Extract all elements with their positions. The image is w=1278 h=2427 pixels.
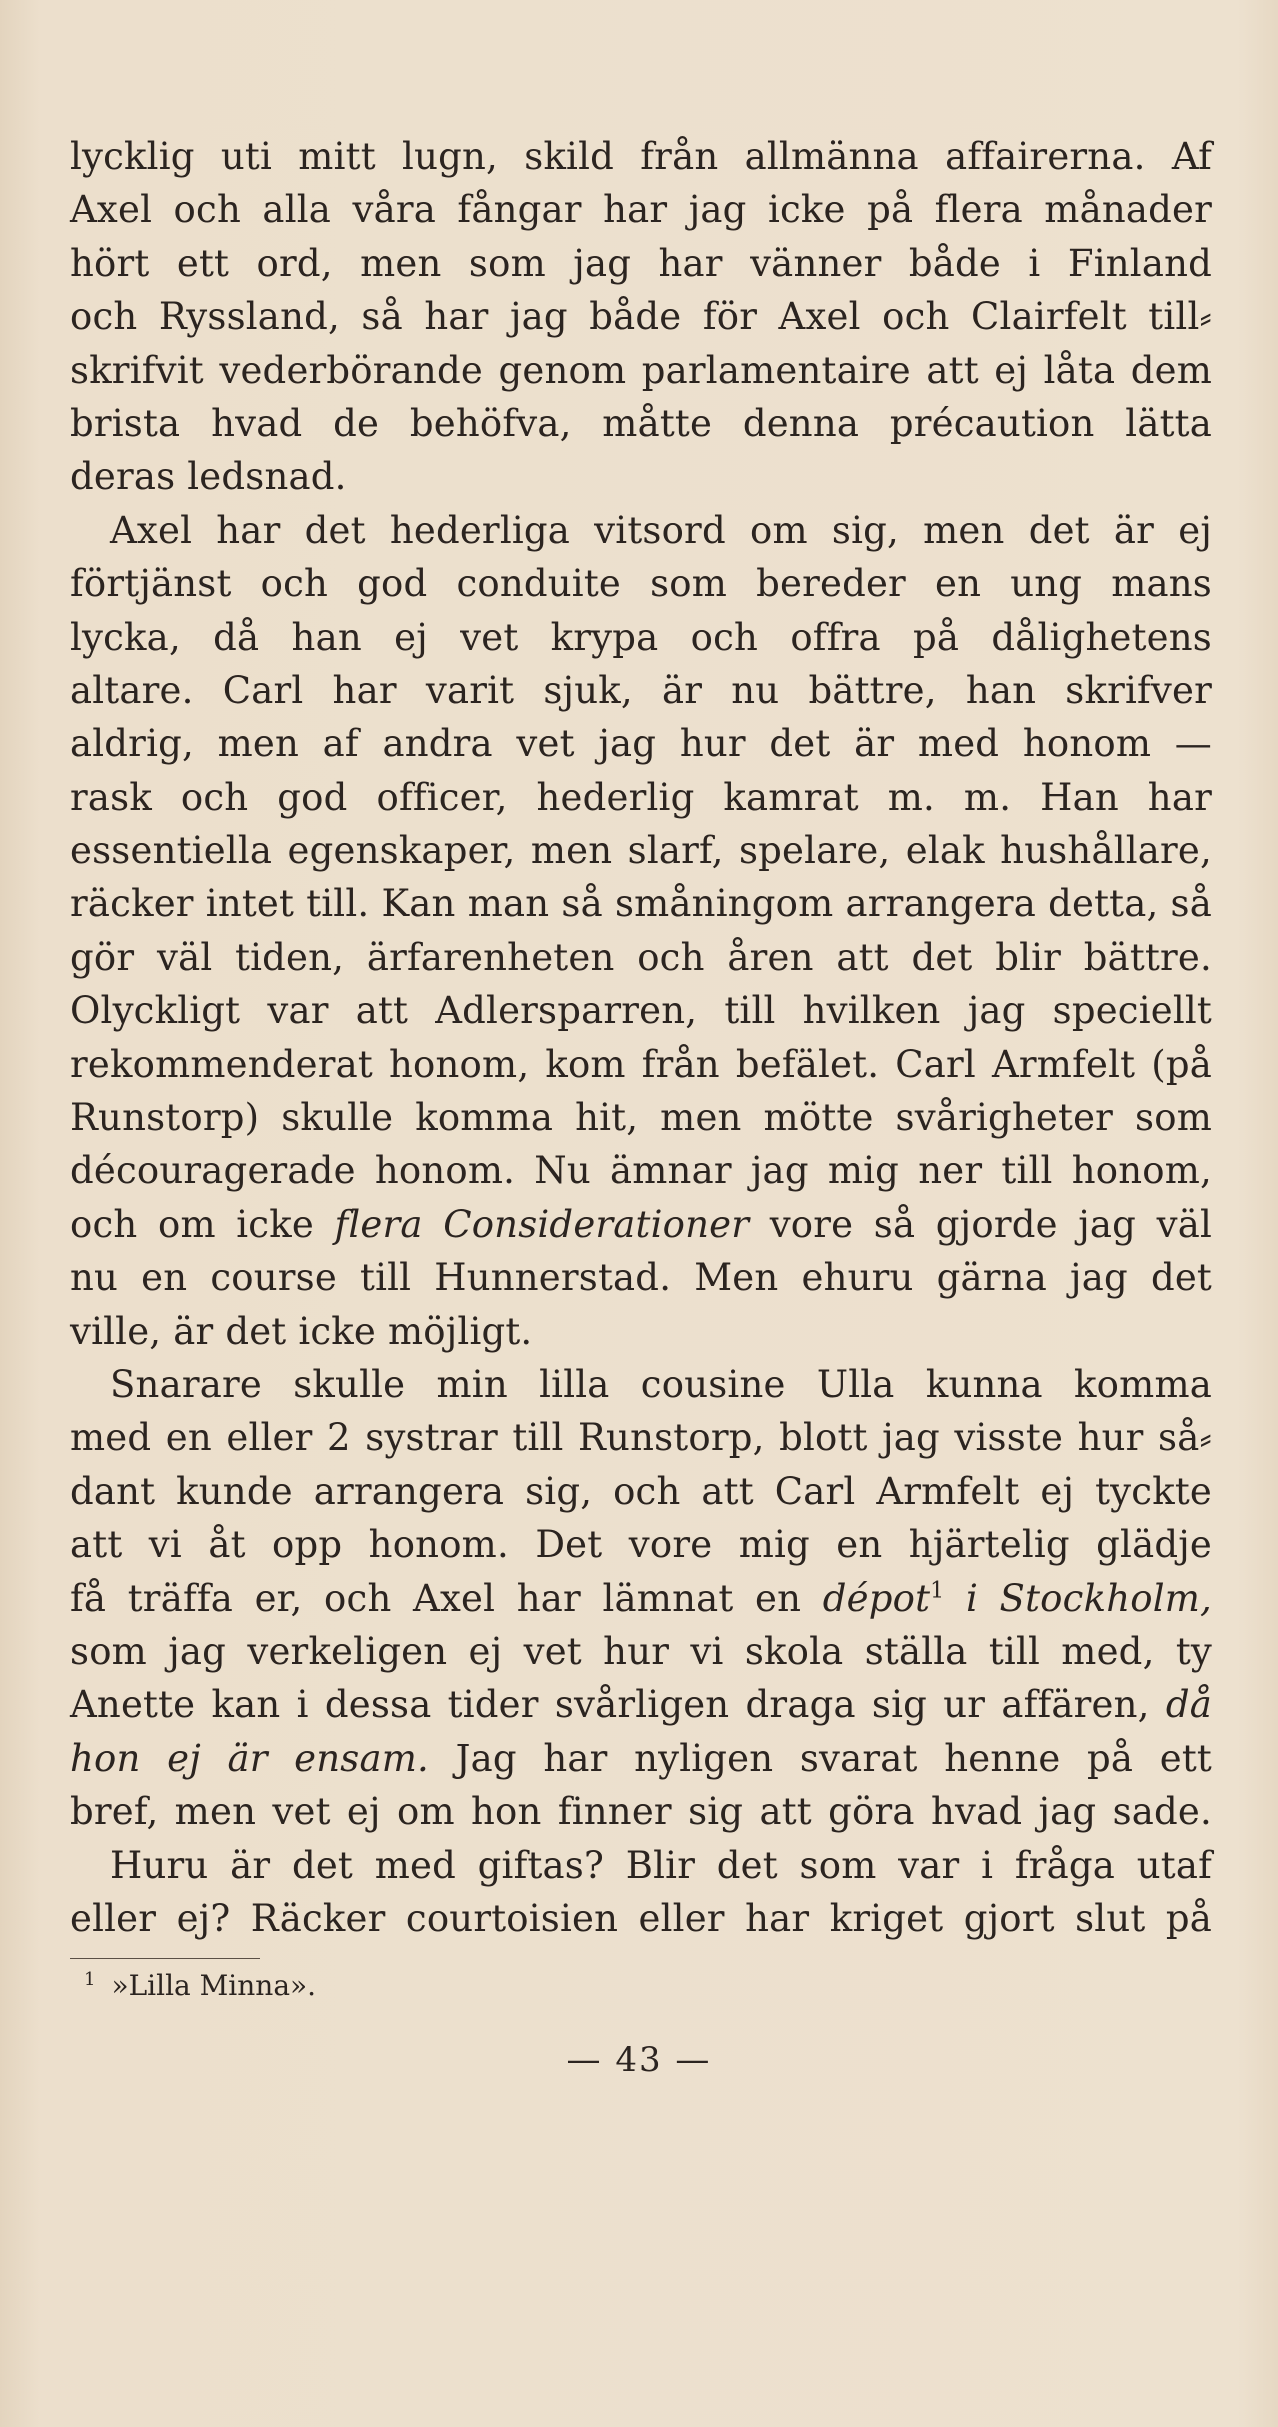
text-line: hört ett ord, men som jag har vänner både i Finland <box>70 241 1212 285</box>
text-line: Snarare skulle min lilla cousine Ulla kunna komma <box>110 1362 1212 1406</box>
text-segment: Anette kan i dessa tider svårligen draga sig ur affären, <box>70 1683 1166 1727</box>
text-line: rask och god officer, hederlig kamrat m. m. Han har <box>70 775 1212 819</box>
text-line: eller ej? Räcker courtoisien eller har kriget gjort slut på <box>70 1896 1212 1940</box>
text-line: skrifvit vederbörande genom parlamentaire att ej låta dem <box>70 348 1212 392</box>
body-text <box>70 130 1212 1945</box>
text-line: deras ledsnad. <box>70 455 347 499</box>
text-line: lycklig uti mitt lugn, skild från allmänna affairerna. Af <box>70 135 1212 178</box>
italic-text: flera Considerationer <box>334 1202 750 1246</box>
text-line: nu en course till Hunnerstad. Men ehuru gärna jag det <box>70 1256 1212 1300</box>
text-segment: och om icke <box>70 1202 335 1246</box>
text-line <box>70 1198 1212 1251</box>
text-line: Runstorp) skulle komma hit, men mötte svårigheter som <box>70 1096 1212 1140</box>
text-line: rekommenderat honom, kom från befälet. Carl Armfelt (på <box>70 1042 1212 1086</box>
text-line: altare. Carl har varit sjuk, är nu bättre, han skrifver <box>70 668 1212 712</box>
italic-text: i Stockholm, <box>944 1576 1212 1620</box>
italic-text: dépot <box>822 1576 931 1620</box>
text-line: Olyckligt var att Adlersparren, till hvilken jag speciellt <box>70 989 1212 1033</box>
footnote-marker: 1 <box>84 1968 96 1990</box>
text-line: bref, men vet ej om hon finner sig att göra hvad jag sade. <box>70 1790 1212 1834</box>
text-line: découragerade honom. Nu ämnar jag mig ner till honom, <box>70 1149 1212 1193</box>
page-number: — 43 — <box>566 2040 712 2080</box>
text-line: Axel och alla våra fångar har jag icke på flera månader <box>70 188 1212 232</box>
text-line: och Ryssland, så har jag både för Axel och Clairfelt till⸗ <box>70 295 1212 339</box>
text-line: lycka, då han ej vet krypa och offra på dålighetens <box>70 615 1212 659</box>
text-line <box>70 1572 1212 1625</box>
italic-text: då <box>1165 1683 1212 1727</box>
footnote-ref: 1 <box>930 1578 945 1604</box>
footnote-text: »Lilla Minna». <box>111 1969 317 2002</box>
text-line: som jag verkeligen ej vet hur vi skola ställa till med, ty <box>70 1629 1212 1673</box>
text-line: räcker intet till. Kan man så småningom arrangera detta, så <box>70 882 1212 926</box>
text-line: med en eller 2 systrar till Runstorp, blott jag visste hur så⸗ <box>70 1416 1212 1460</box>
text-line: essentiella egenskaper, men slarf, spelare, elak hushållare, <box>70 829 1212 873</box>
text-line: Huru är det med giftas? Blir det som var i fråga utaf <box>110 1843 1212 1887</box>
text-segment: få träffa er, och Axel har lämnat en <box>70 1576 823 1620</box>
text-segment: Jag har nyligen svarat henne på ett <box>429 1736 1213 1780</box>
text-line: förtjänst och god conduite som bereder en ung mans <box>70 562 1212 606</box>
footnote-divider <box>70 1958 260 1959</box>
text-line: att vi åt opp honom. Det vore mig en hjärtelig glädje <box>70 1523 1212 1567</box>
text-line: brista hvad de behöfva, måtte denna précaution lätta <box>70 401 1212 445</box>
footnote <box>84 1968 316 2004</box>
text-segment: vore så gjorde jag väl <box>749 1202 1212 1246</box>
text-line <box>70 1678 1212 1731</box>
text-line: gör väl tiden, ärfarenheten och åren att det blir bättre. <box>70 935 1212 979</box>
text-line: Axel har det hederliga vitsord om sig, men det är ej <box>110 508 1212 552</box>
italic-text: hon ej är ensam. <box>70 1736 429 1780</box>
text-line: dant kunde arrangera sig, och att Carl Armfelt ej tyckte <box>70 1469 1212 1513</box>
text-line: ville, är det icke möjligt. <box>70 1309 533 1353</box>
text-line <box>70 1732 1212 1785</box>
text-line: aldrig, men af andra vet jag hur det är med honom — <box>70 722 1212 766</box>
